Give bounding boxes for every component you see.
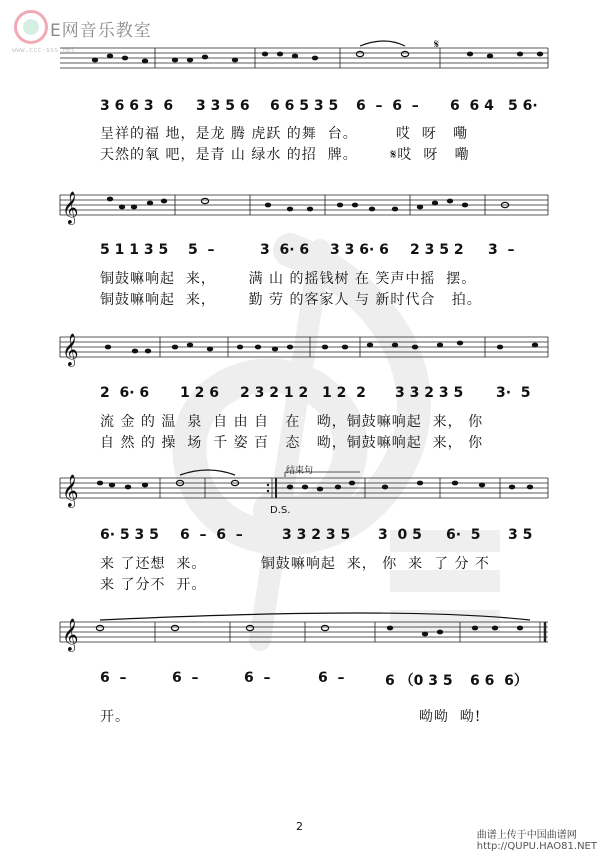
- jianpu-measure: 6 –: [100, 670, 127, 686]
- lyrics-verse-1: 铜鼓嘛响起 来， 满 山 的摇钱树 在 笑声中摇 摆。: [100, 271, 477, 287]
- lyrics-verse-1: 流 金 的 温 泉 自 由 自 在 呦，铜鼓嘛响起 来， 你: [100, 414, 484, 430]
- jianpu-line-5: [100, 670, 550, 688]
- footer-text: 曲谱上传于中国曲谱网: [476, 830, 577, 841]
- lyrics-verse-2: 铜鼓嘛响起 来， 勤 劳 的客家人 与 新时代合 拍。: [100, 292, 482, 308]
- jianpu-measure: 6 6 5 3 5: [270, 98, 339, 114]
- staff-notation-1: [0, 38, 601, 83]
- jianpu-measure: 6 –: [244, 670, 271, 686]
- jianpu-measure: 2 3 5 2: [410, 242, 464, 258]
- ds-marker: D.S.: [270, 505, 291, 516]
- jianpu-measure: 6 –: [172, 670, 199, 686]
- jianpu-measure: 6 –: [318, 670, 345, 686]
- jianpu-line-1: [100, 98, 550, 116]
- staff-notation-5: [0, 612, 601, 657]
- jianpu-line-4: [100, 527, 550, 545]
- jianpu-measure: 2 3 2 1 2: [240, 385, 309, 401]
- jianpu-measure: 6· 5 3 5: [100, 527, 159, 543]
- staff-notation-4: [0, 463, 601, 508]
- jianpu-measure: 6 （0 3 5: [385, 673, 453, 689]
- jianpu-measure: 5 6·: [508, 98, 538, 114]
- jianpu-line-3: [100, 385, 550, 403]
- jianpu-measure: 3 3 5 6: [196, 98, 250, 114]
- jianpu-measure: 3· 5: [496, 385, 531, 401]
- lyrics-verse-1: 呈祥的福 地，是龙 腾 虎跃 的舞 台。 哎 呀 嘞: [100, 126, 469, 142]
- lyrics-verse-2: 自 然 的 操 场 千 姿 百 态 呦，铜鼓嘛响起 来， 你: [100, 435, 484, 451]
- jianpu-measure: 1 2 2: [322, 385, 366, 401]
- footer-credit: [477, 826, 597, 852]
- jianpu-measure: 3 3 2 3 5: [395, 385, 464, 401]
- annotation-ending: 结束句: [286, 466, 314, 476]
- jianpu-measure: 6 6 6）: [470, 673, 528, 689]
- lyrics-verse-1: 来 了还想 来。 铜鼓嘛响起 来， 你 来 了 分 不: [100, 556, 490, 572]
- jianpu-measure: 3 0 5: [378, 527, 422, 543]
- jianpu-measure: 5 1 1 3 5: [100, 242, 169, 258]
- logo-text: E网音乐教室: [50, 21, 152, 41]
- jianpu-measure: 6 6 4: [450, 98, 494, 114]
- svg-text:𝄞: 𝄞: [62, 191, 79, 224]
- footer-url: http://QUPU.HAO81.NET: [476, 841, 597, 852]
- lyrics-verse-1: 开。 呦呦 呦!: [100, 709, 482, 725]
- staff-notation-3: [0, 327, 601, 372]
- jianpu-measure: 3 6 6 3 6: [100, 98, 174, 114]
- jianpu-measure: 3 3 2 3 5: [282, 527, 351, 543]
- staff-notation-2: [0, 185, 601, 230]
- page-number: 2: [296, 820, 303, 833]
- svg-text:𝄞: 𝄞: [62, 618, 79, 651]
- jianpu-line-2: [100, 242, 550, 260]
- jianpu-measure: 2 6· 6: [100, 385, 150, 401]
- jianpu-measure: 3 6· 6: [260, 242, 310, 258]
- svg-text:𝄋: 𝄋: [434, 38, 440, 51]
- jianpu-measure: 3 5: [508, 527, 533, 543]
- jianpu-measure: 6 – 6 –: [356, 98, 419, 114]
- jianpu-measure: 3 –: [488, 242, 515, 258]
- jianpu-measure: 1 2 6: [180, 385, 219, 401]
- jianpu-measure: 3 3 6· 6: [330, 242, 389, 258]
- jianpu-measure: 5 –: [188, 242, 215, 258]
- logo-url: www.ccc-sss.net: [12, 46, 76, 54]
- svg-text:𝄞: 𝄞: [62, 474, 79, 507]
- svg-text:𝄞: 𝄞: [62, 333, 79, 366]
- lyrics-verse-2: 天然的氧 吧，是青 山 绿水 的招 牌。 𝄋哎 呀 嘞: [100, 147, 470, 163]
- jianpu-measure: 6 – 6 –: [180, 527, 243, 543]
- jianpu-measure: 6· 5: [446, 527, 481, 543]
- lyrics-verse-2: 来 了分不 开。: [100, 577, 207, 593]
